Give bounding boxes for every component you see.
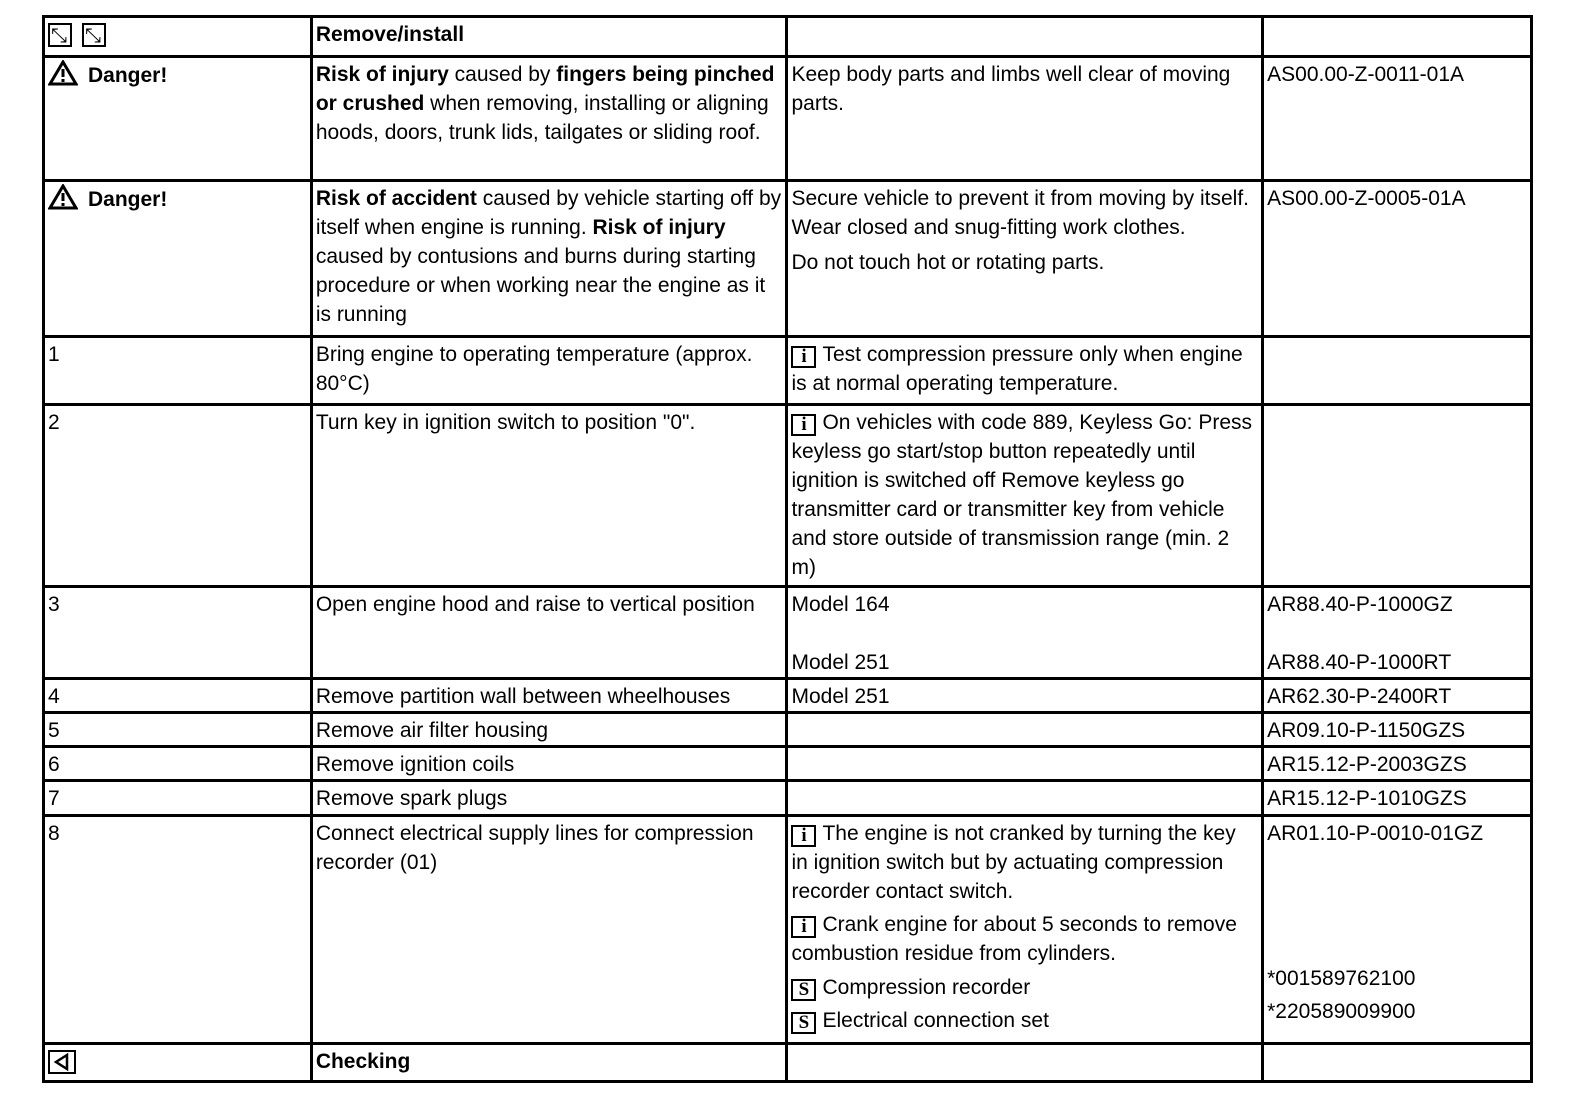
tool-note: Compression recorder <box>822 976 1031 999</box>
step-text: Turn key in ignition switch to position "0". <box>311 405 787 587</box>
ref-link[interactable]: AR15.12-P-2003GZS <box>1263 747 1532 781</box>
danger-label: Danger! <box>88 188 168 211</box>
step-row <box>44 679 1532 713</box>
expand-icon[interactable] <box>48 23 72 47</box>
risk-text: Risk of injury caused by fingers being pinched or crushed when removing, installing or aligning hoods, doors, trunk lids, tailgates or sliding roof. <box>315 63 775 144</box>
tool-number-link[interactable]: *001589762100 <box>1267 967 1416 990</box>
step-row <box>44 713 1532 747</box>
info-icon[interactable]: i <box>791 414 816 436</box>
danger-ref-link[interactable]: AS00.00-Z-0011-01A <box>1263 57 1532 181</box>
danger-measure: Keep body parts and limbs well clear of moving parts. <box>787 57 1263 181</box>
warning-triangle-icon <box>48 60 78 86</box>
warning-triangle-icon <box>48 184 78 210</box>
danger-row <box>44 57 1532 181</box>
model-note: Model 251 <box>791 651 890 674</box>
back-arrow-icon[interactable] <box>48 1050 76 1074</box>
danger-row <box>44 181 1532 337</box>
step-text: Remove spark plugs <box>311 781 787 816</box>
step-text: Remove partition wall between wheelhouses <box>311 679 787 713</box>
special-tool-icon[interactable]: S <box>791 1012 816 1034</box>
tool-note: Electrical connection set <box>822 1009 1049 1032</box>
info-icon[interactable]: i <box>791 916 816 938</box>
step-text: Remove air filter housing <box>311 713 787 747</box>
header-title-cell <box>311 17 787 57</box>
step-number: 2 <box>44 405 312 587</box>
step-text: Connect electrical supply lines for compression recorder (01) <box>311 816 787 1044</box>
step-number: 4 <box>44 679 312 713</box>
step-number: 3 <box>44 587 312 679</box>
step-text: Bring engine to operating temperature (approx. 80°C) <box>311 337 787 405</box>
danger-label: Danger! <box>88 64 168 87</box>
risk-text: Risk of accident caused by vehicle starting off by itself when engine is running. Risk of injury caused by contusions and burns during starting procedure or when working near the engine as it is running <box>315 187 782 326</box>
step-row <box>44 405 1532 587</box>
danger-measure: Secure vehicle to prevent it from moving by itself. Wear closed and snug-fitting work clothes. Do not touch hot or rotating parts. <box>787 181 1263 337</box>
ref-link[interactable]: AR88.40-P-1000GZ <box>1267 593 1453 616</box>
danger-description <box>311 181 787 337</box>
special-tool-icon[interactable]: S <box>791 979 816 1001</box>
procedure-table <box>42 15 1533 1083</box>
info-note: The engine is not cranked by turning the key in ignition switch but by actuating compression recorder contact switch. <box>791 822 1236 903</box>
step-row <box>44 337 1532 405</box>
header-icons-cell <box>44 17 312 57</box>
info-note: Crank engine for about 5 seconds to remove combustion residue from cylinders. <box>791 913 1237 965</box>
step-row <box>44 747 1532 781</box>
tool-number-link[interactable]: *220589009900 <box>1267 1000 1416 1023</box>
checking-row <box>44 1044 1532 1082</box>
ref-link[interactable]: AR88.40-P-1000RT <box>1267 651 1452 674</box>
step-text: Remove ignition coils <box>311 747 787 781</box>
info-note: Test compression pressure only when engine is at normal operating temperature. <box>791 343 1243 395</box>
header-row <box>44 17 1532 57</box>
step-number: 6 <box>44 747 312 781</box>
ref-link[interactable]: AR62.30-P-2400RT <box>1263 679 1532 713</box>
step-row <box>44 816 1532 1044</box>
step-number: 1 <box>44 337 312 405</box>
collapse-icon[interactable] <box>82 23 106 47</box>
ref-link[interactable]: AR15.12-P-1010GZS <box>1263 781 1532 816</box>
step-number: 8 <box>44 816 312 1044</box>
step-text: Open engine hood and raise to vertical position <box>311 587 787 679</box>
model-note: Model 251 <box>787 679 1263 713</box>
danger-description <box>311 57 787 181</box>
model-note: Model 164 <box>791 593 890 616</box>
ref-link[interactable]: AR01.10-P-0010-01GZ <box>1267 822 1484 845</box>
step-row <box>44 781 1532 816</box>
step-number: 7 <box>44 781 312 816</box>
step-number: 5 <box>44 713 312 747</box>
info-note: On vehicles with code 889, Keyless Go: Press keyless go start/stop button repeatedly until ignition is switched off Remove keyless go transmitter card or transmitter key from vehicle and store outside of transmission range (min. 2 m) <box>791 411 1253 579</box>
section-title: Checking <box>315 1050 411 1073</box>
ref-link[interactable]: AR09.10-P-1150GZS <box>1263 713 1532 747</box>
info-icon[interactable]: i <box>791 825 816 847</box>
info-icon[interactable]: i <box>791 346 816 368</box>
danger-ref-link[interactable]: AS00.00-Z-0005-01A <box>1263 181 1532 337</box>
section-title: Remove/install <box>315 23 465 46</box>
step-row <box>44 587 1532 679</box>
